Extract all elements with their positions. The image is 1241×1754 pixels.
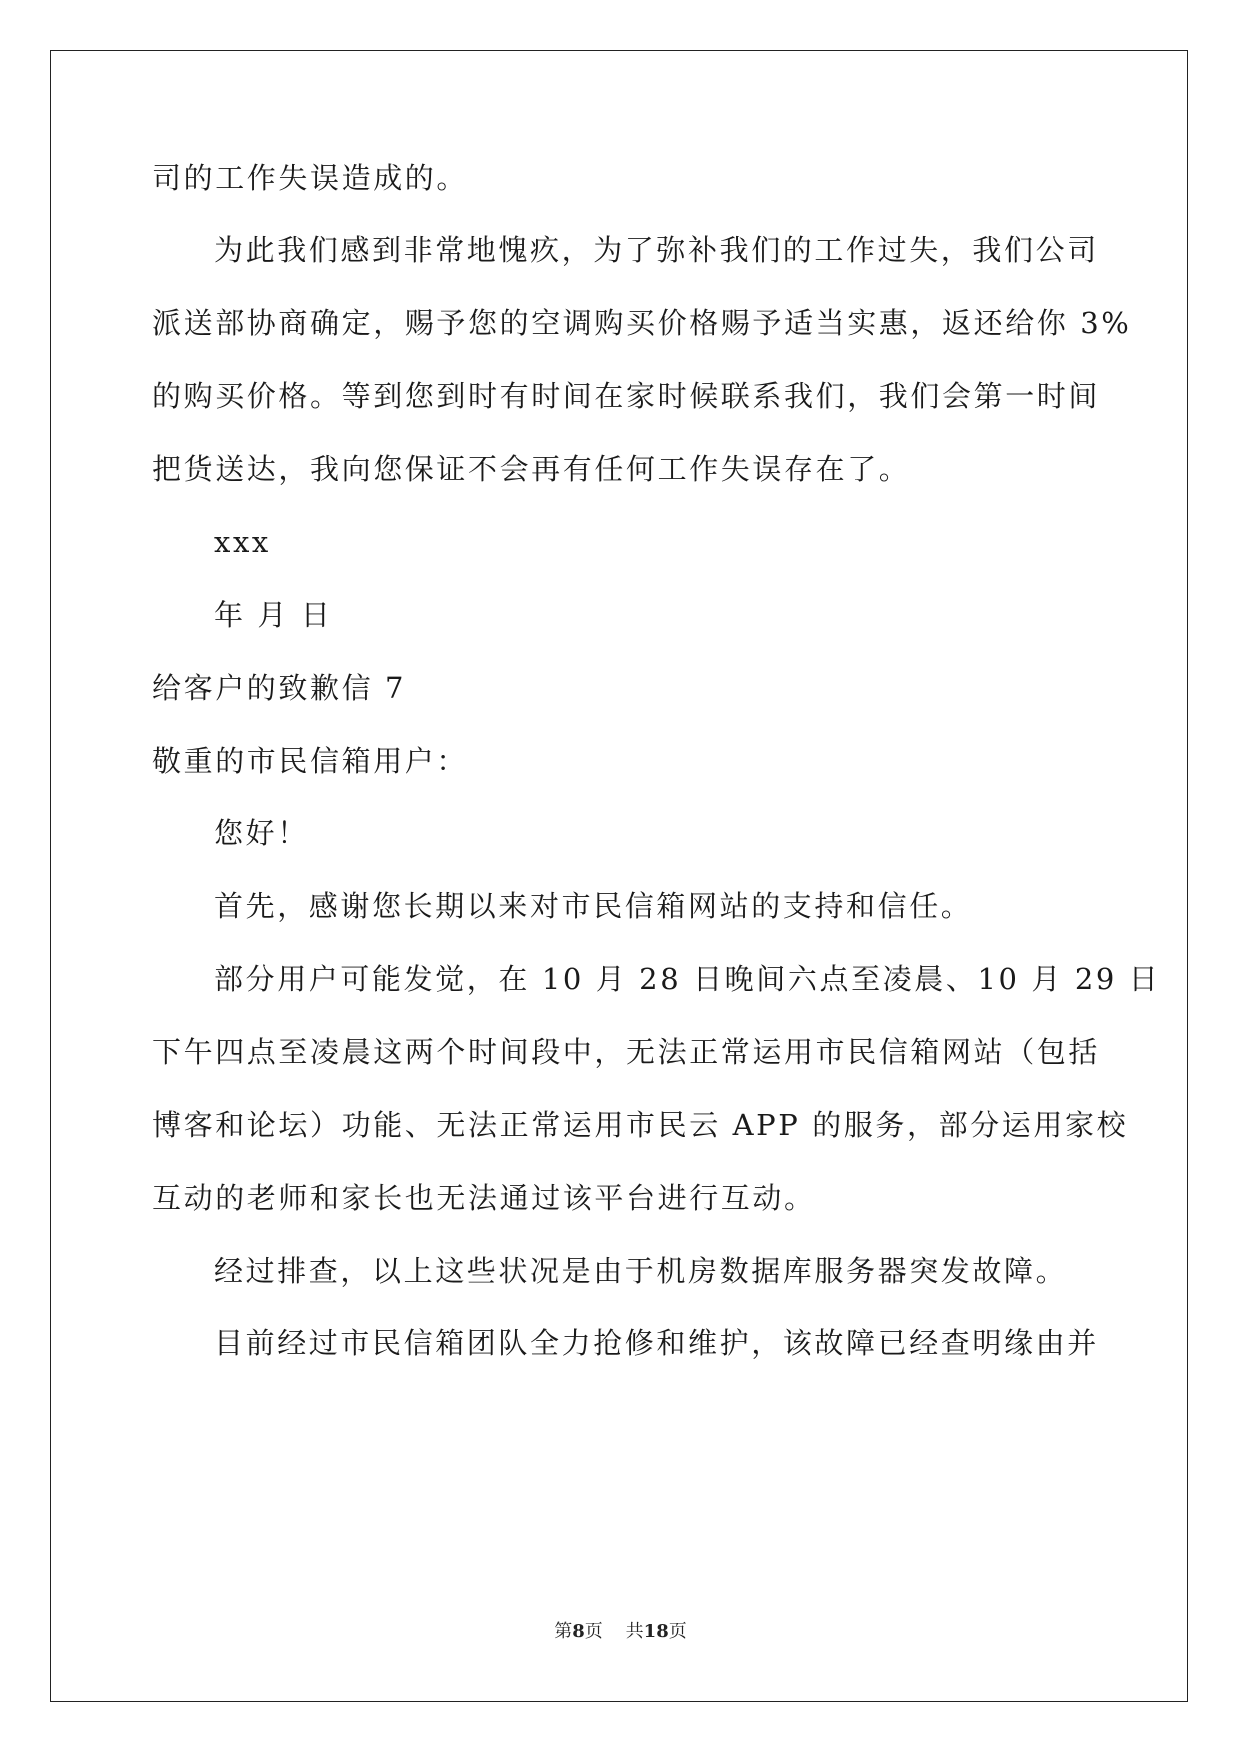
page-suffix: 页 [584, 1621, 603, 1642]
total-pages: 18 [643, 1621, 669, 1642]
letter-title: 给客户的致歉信 7 [152, 671, 407, 705]
text-line: 司的工作失误造成的。 [152, 161, 469, 195]
salutation: 敬重的市民信箱用户： [152, 744, 469, 778]
paragraph-line: 经过排查，以上这些状况是由于机房数据库服务器突发故障。 [214, 1254, 1068, 1288]
text-line: 派送部协商确定，赐予您的空调购买价格赐予适当实惠，返还给你 3% [152, 306, 1132, 340]
text-line: 的购买价格。等到您到时有时间在家时候联系我们，我们会第一时间 [152, 379, 1101, 413]
greeting: 您好！ [214, 816, 309, 850]
signature-name: xxx [214, 525, 271, 559]
text-line: 互动的老师和家长也无法通过该平台进行互动。 [152, 1181, 816, 1215]
total-prefix: 共 [625, 1621, 644, 1642]
text-line: 博客和论坛）功能、无法正常运用市民云 APP 的服务，部分运用家校 [152, 1108, 1129, 1142]
total-suffix: 页 [668, 1621, 687, 1642]
page-border [50, 50, 1188, 1702]
signature-date: 年 月 日 [214, 598, 333, 632]
text-line: 下午四点至凌晨这两个时间段中，无法正常运用市民信箱网站（包括 [152, 1035, 1101, 1069]
page-prefix: 第 [554, 1621, 573, 1642]
paragraph-line: 目前经过市民信箱团队全力抢修和维护，该故障已经查明缘由并 [214, 1326, 1099, 1360]
paragraph-line: 首先，感谢您长期以来对市民信箱网站的支持和信任。 [214, 889, 973, 923]
text-line: 把货送达，我向您保证不会再有任何工作失误存在了。 [152, 452, 911, 486]
page-number: 8 [572, 1621, 585, 1642]
paragraph-line: 部分用户可能发觉，在 10 月 28 日晚间六点至凌晨、10 月 29 日 [214, 962, 1161, 996]
paragraph-line: 为此我们感到非常地愧疚，为了弥补我们的工作过失，我们公司 [214, 233, 1099, 267]
page-footer [0, 1620, 1241, 1644]
